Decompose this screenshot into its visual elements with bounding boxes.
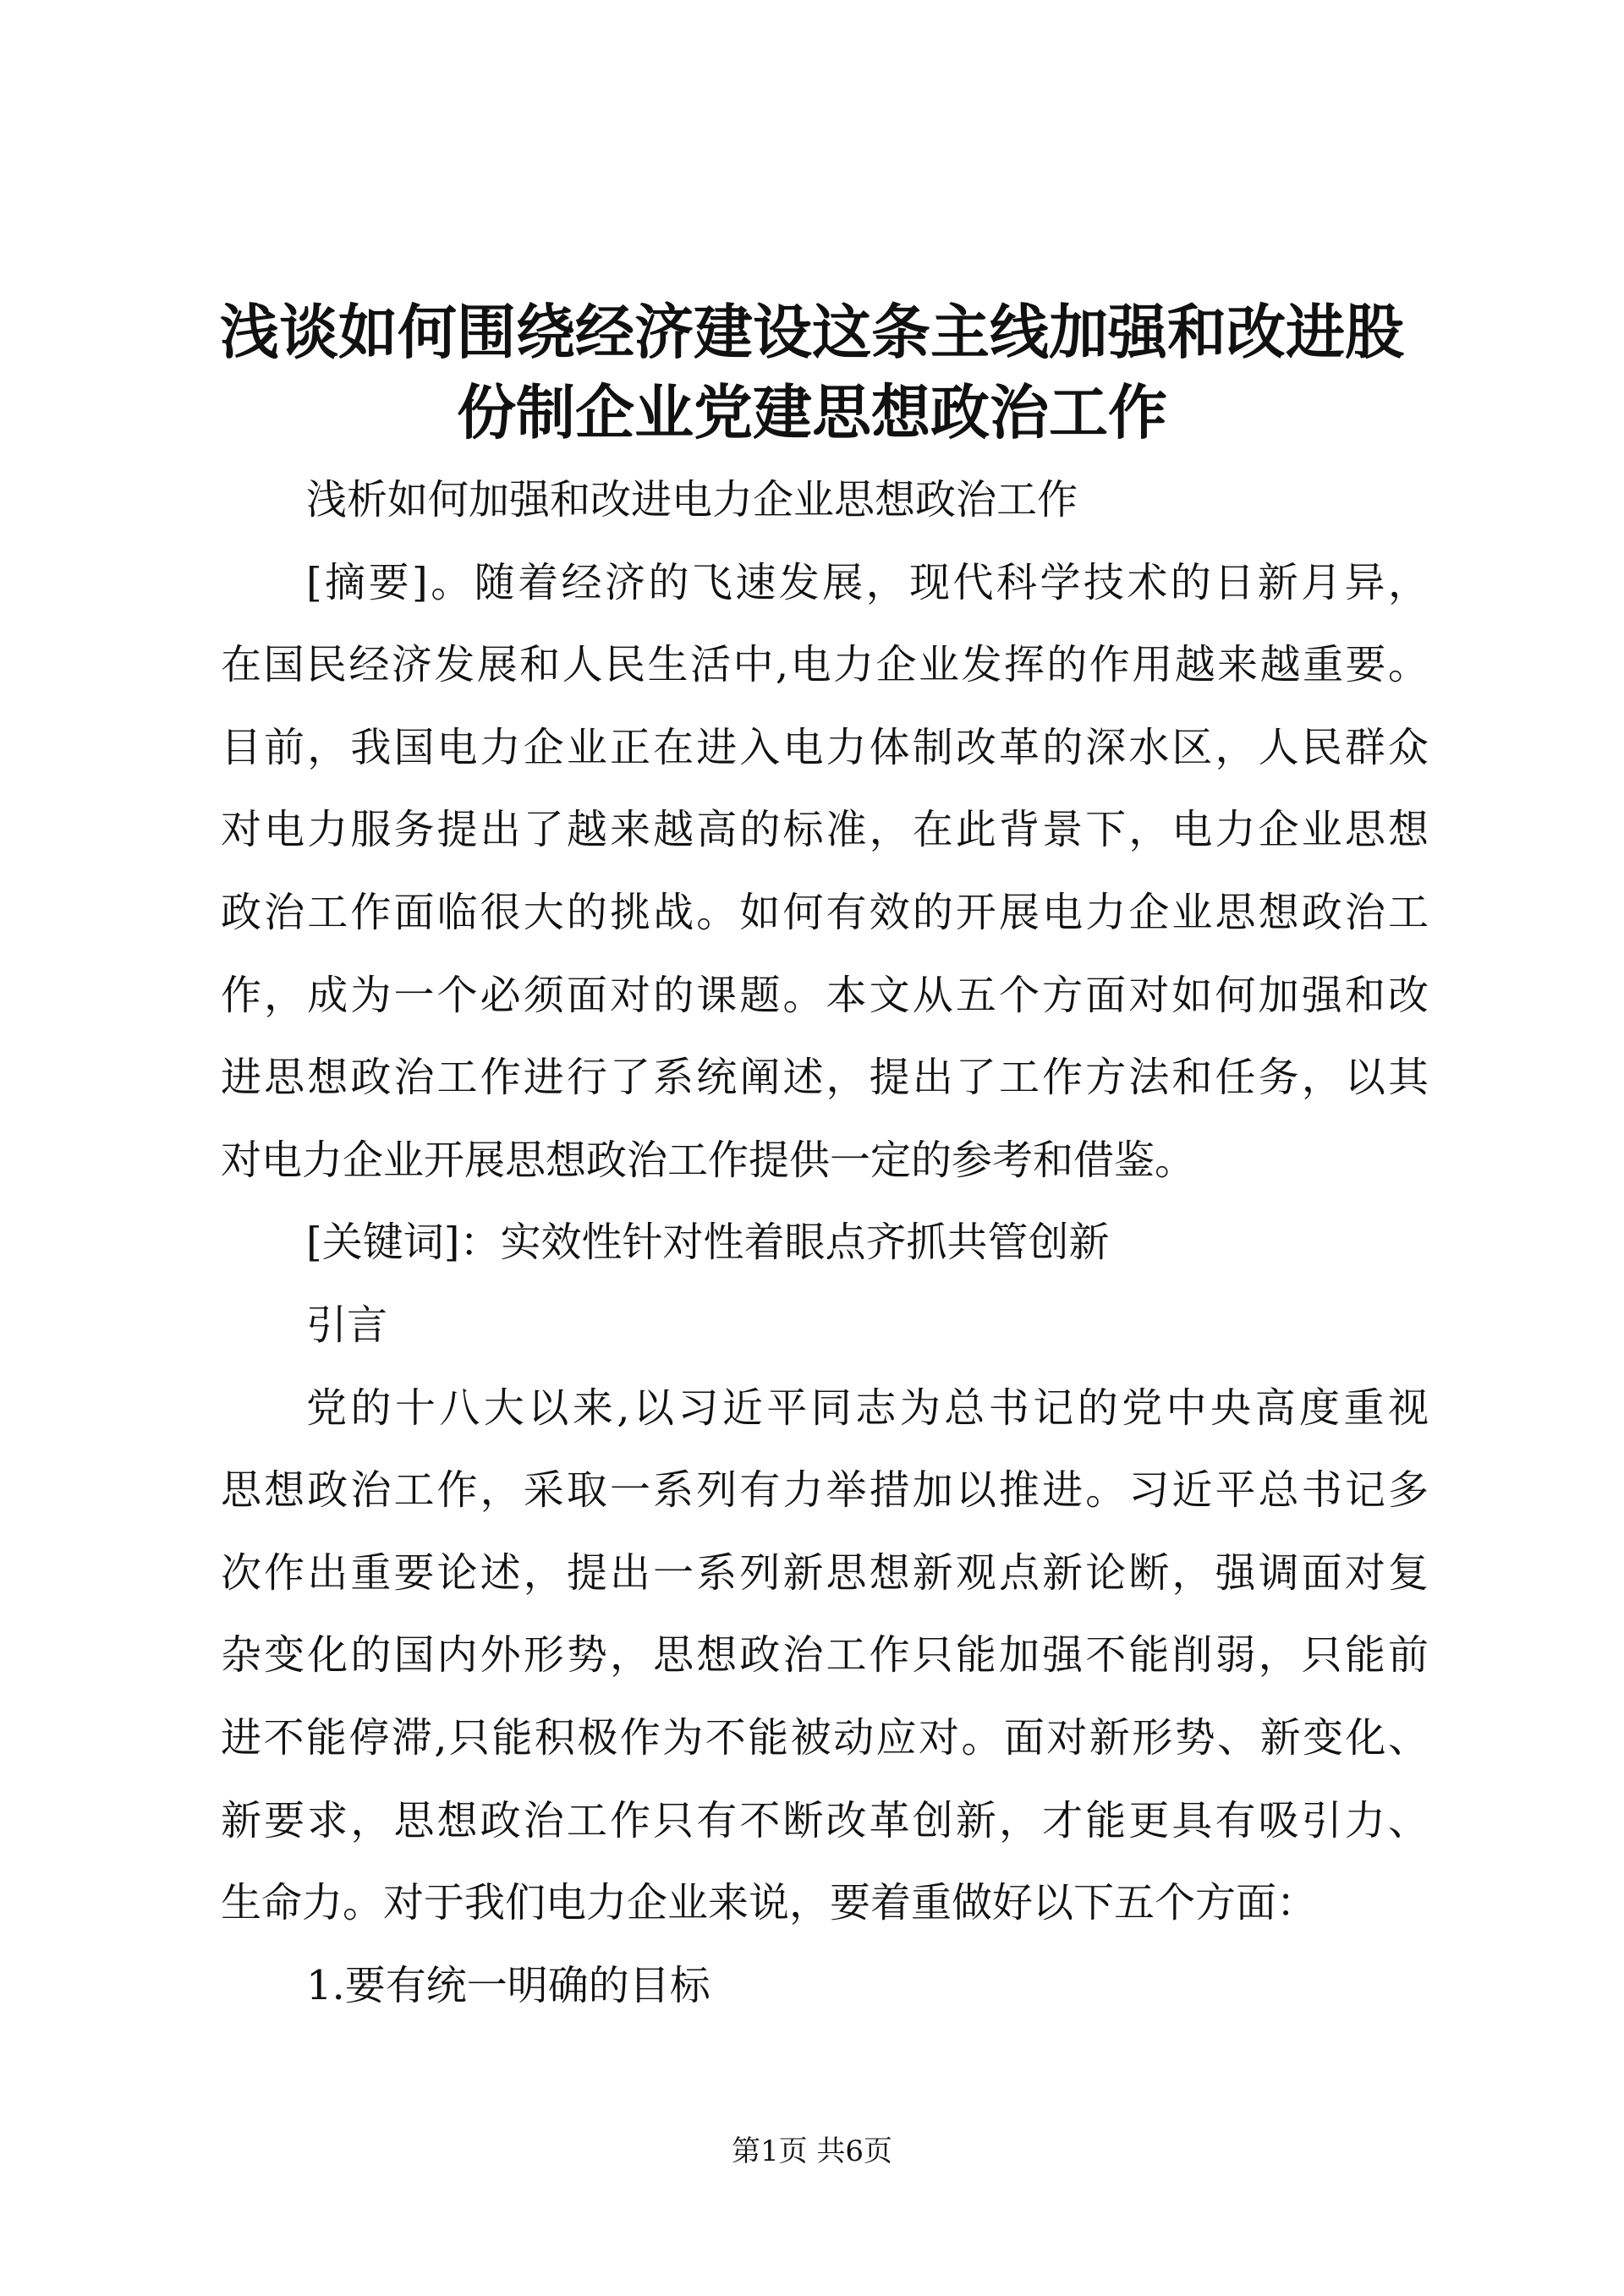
- intro-paragraph: [221, 1367, 1429, 1945]
- document-body: [221, 459, 1429, 2027]
- title-line-1: 浅谈如何围绕经济建设这条主线加强和改进股: [220, 297, 1404, 367]
- abstract-line: 作，成为一个必须面对的课题。本文从五个方面对如何加强和改: [221, 971, 1429, 1019]
- abstract-line: [摘要]。随着经济的飞速发展，现代科学技术的日新月异，: [306, 558, 1429, 606]
- abstract-line: 政治工作面临很大的挑战。如何有效的开展电力企业思想政治工: [221, 888, 1429, 936]
- page-number-footer: 第1页 共6页: [731, 2134, 893, 2168]
- abstract-paragraph: [221, 542, 1429, 1203]
- intro-line: 杂变化的国内外形势，思想政治工作只能加强不能削弱，只能前: [221, 1631, 1429, 1680]
- intro-line: 生命力。对于我们电力企业来说，要着重做好以下五个方面：: [221, 1879, 1318, 1927]
- intro-line: 进不能停滞,只能积极作为不能被动应对。面对新形势、新变化、: [221, 1713, 1429, 1762]
- abstract-line: 对电力企业开展思想政治工作提供一定的参考和借鉴。: [221, 1136, 1196, 1184]
- section-heading-1: 1.要有统一明确的目标: [306, 1961, 710, 2009]
- intro-heading: 引言: [306, 1301, 388, 1349]
- abstract-line: 目前，我国电力企业正在进入电力体制改革的深水区，人民群众: [221, 723, 1429, 771]
- document-title: [169, 292, 1455, 452]
- title-line-2: 份制企业党建思想政治工作: [457, 377, 1167, 447]
- intro-line: 思想政治工作，采取一系列有力举措加以推进。习近平总书记多: [221, 1466, 1429, 1515]
- abstract-line: 在国民经济发展和人民生活中,电力企业发挥的作用越来越重要。: [221, 641, 1429, 689]
- abstract-line: 对电力服务提出了越来越高的标准，在此背景下，电力企业思想: [221, 806, 1429, 854]
- intro-line: 新要求，思想政治工作只有不断改革创新，才能更具有吸引力、: [221, 1796, 1429, 1844]
- subtitle: 浅析如何加强和改进电力企业思想政治工作: [306, 476, 1078, 523]
- abstract-line: 进思想政治工作进行了系统阐述，提出了工作方法和任务，以其: [221, 1054, 1429, 1102]
- keywords: [关键词]：实效性针对性着眼点齐抓共管创新: [306, 1219, 1110, 1267]
- intro-line: 党的十八大以来,以习近平同志为总书记的党中央高度重视: [306, 1384, 1429, 1432]
- intro-line: 次作出重要论述，提出一系列新思想新观点新论断，强调面对复: [221, 1548, 1429, 1597]
